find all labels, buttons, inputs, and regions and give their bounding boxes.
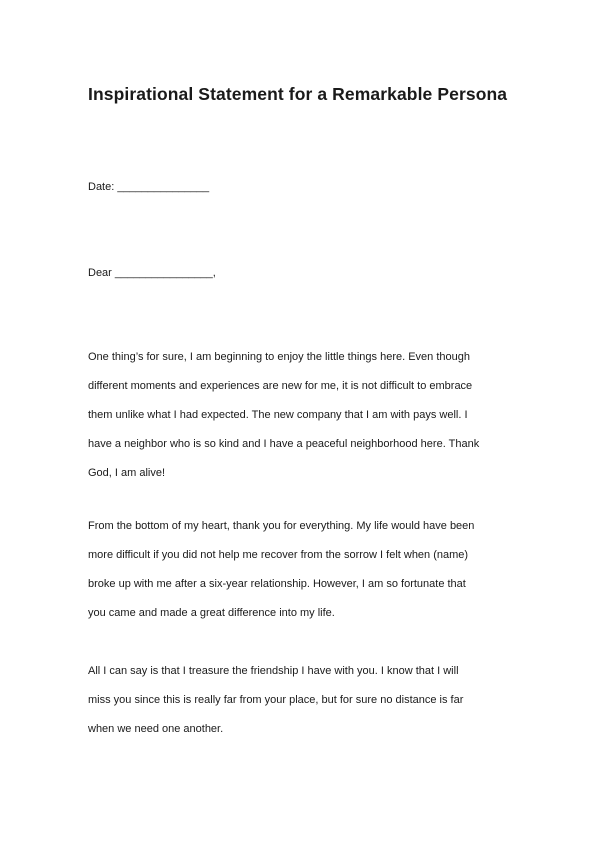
paragraph-2	[88, 512, 528, 628]
paragraph-line: miss you since this is really far from your place, but for sure no distance is far	[88, 694, 464, 706]
paragraph-line: One thing’s for sure, I am beginning to enjoy the little things here. Even though	[88, 351, 470, 363]
date-field-line: Date: _______________	[88, 181, 210, 193]
paragraph-1	[88, 343, 528, 488]
paragraph-line: them unlike what I had expected. The new company that I am with pays well. I	[88, 409, 468, 421]
paragraph-line: God, I am alive!	[88, 467, 166, 479]
paragraph-line: when we need one another.	[88, 723, 224, 735]
paragraph-line: From the bottom of my heart, thank you for everything. My life would have been	[88, 520, 475, 532]
paragraph-3	[88, 657, 528, 744]
paragraph-line: more difficult if you did not help me recover from the sorrow I felt when (name)	[88, 549, 469, 561]
paragraph-line: different moments and experiences are new for me, it is not difficult to embrace	[88, 380, 473, 392]
paragraph-line: broke up with me after a six-year relationship. However, I am so fortunate that	[88, 578, 466, 590]
salutation-line: Dear ________________,	[88, 267, 216, 279]
document-title: Inspirational Statement for a Remarkable Persona	[88, 84, 508, 104]
paragraph-line: you came and made a great difference into my life.	[88, 607, 335, 619]
paragraph-line: All I can say is that I treasure the friendship I have with you. I know that I will	[88, 665, 459, 677]
paragraph-line: have a neighbor who is so kind and I have a peaceful neighborhood here. Thank	[88, 438, 480, 450]
